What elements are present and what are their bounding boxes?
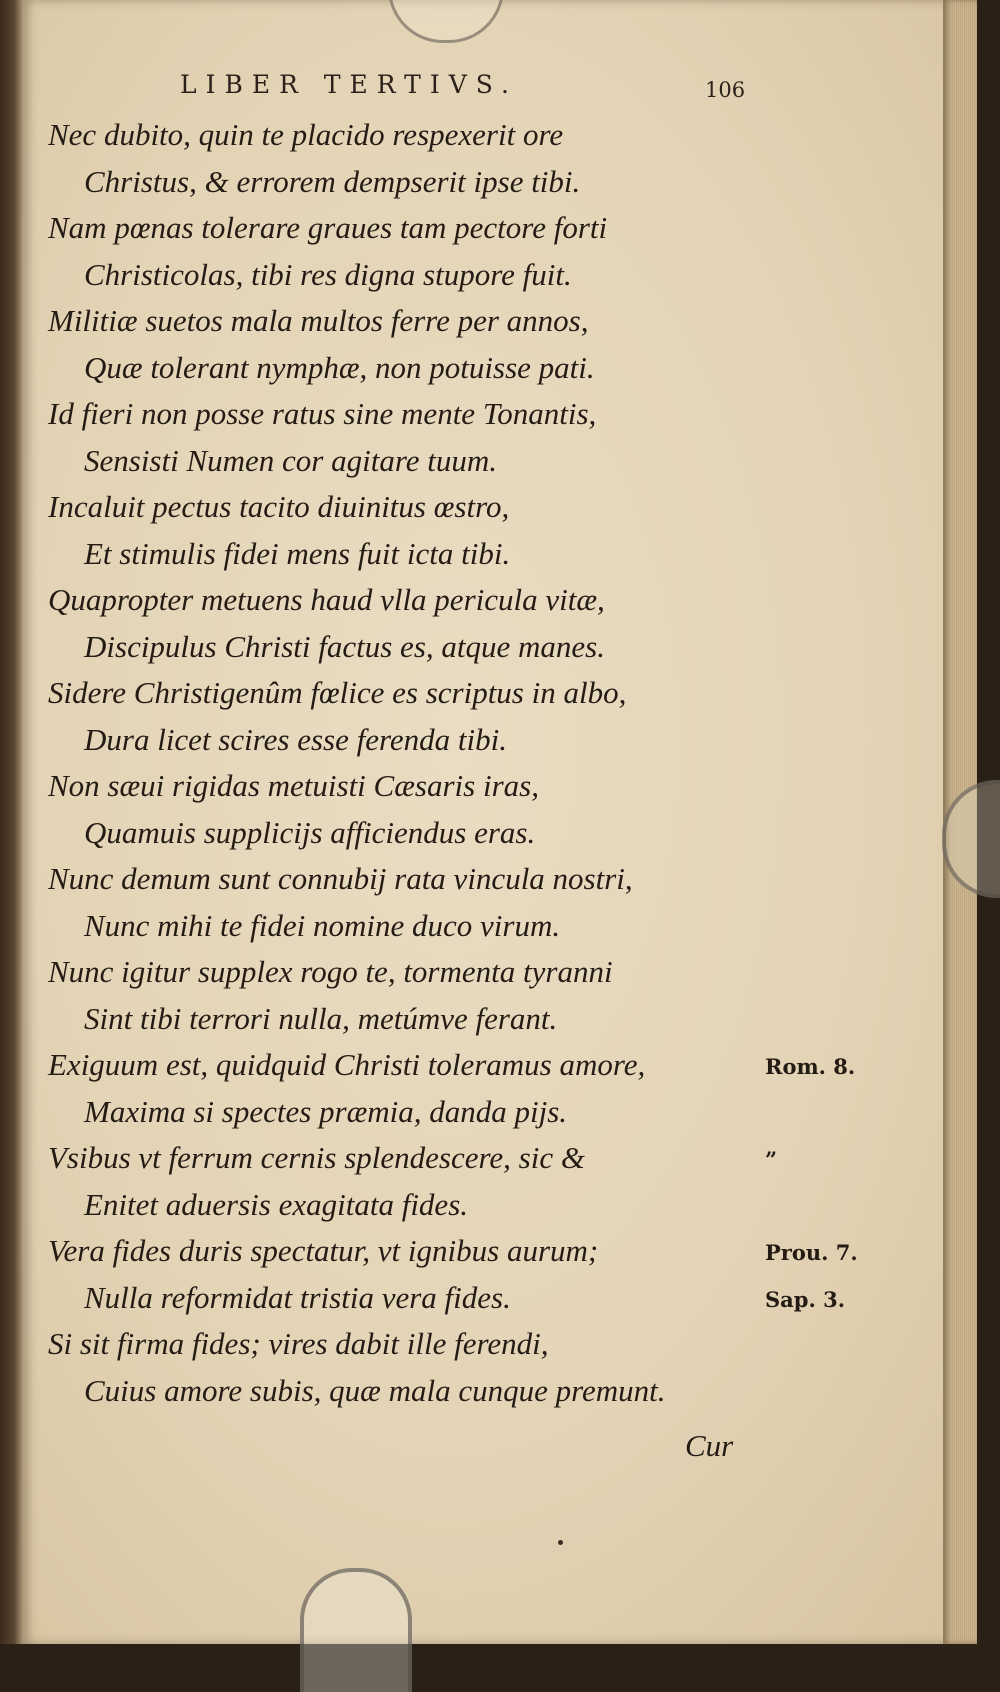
- ink-dot: [558, 1540, 563, 1545]
- verse-line: Discipulus Christi factus es, atque manes.: [84, 628, 605, 664]
- page-number: 106: [705, 78, 746, 102]
- verse-line: Quæ tolerant nymphæ, non potuisse pati.: [84, 349, 595, 385]
- verse-line: Non sæui rigidas metuisti Cæsaris iras,: [48, 768, 539, 803]
- verse-line: Nunc igitur supplex rogo te, tormenta tyranni: [48, 954, 613, 989]
- margin-note: Rom. 8.: [765, 1054, 856, 1079]
- margin-note: Prou. 7.: [765, 1240, 858, 1265]
- verse-line: Nunc mihi te fidei nomine duco virum.: [84, 907, 561, 943]
- catchword: Cur: [685, 1428, 734, 1463]
- verse-line: Exiguum est, quidquid Christi toleramus amore,: [48, 1047, 646, 1082]
- verse-line: Nunc demum sunt connubij rata vincula nostri,: [48, 861, 633, 896]
- verse-line: Et stimulis fidei mens fuit icta tibi.: [84, 535, 511, 571]
- verse-line: Enitet aduersis exagitata fides.: [84, 1186, 469, 1222]
- verse-line: Dura licet scires esse ferenda tibi.: [84, 721, 508, 757]
- verse-line: Si sit firma fides; vires dabit ille ferendi,: [48, 1326, 549, 1361]
- verse-line: Sensisti Numen cor agitare tuum.: [84, 442, 498, 478]
- verse-line: Id fieri non posse ratus sine mente Tonantis,: [48, 396, 597, 431]
- verse-line: Nam pœnas tolerare graues tam pectore forti: [48, 210, 608, 245]
- margin-note: Sap. 3.: [765, 1286, 846, 1312]
- verse-line: Quapropter metuens haud vlla pericula vitæ,: [48, 582, 605, 617]
- verse-line: Nec dubito, quin te placido respexerit ore: [48, 117, 564, 152]
- verse-line: Vsibus vt ferrum cernis splendescere, sic &: [48, 1140, 585, 1175]
- verse-line: Quamuis supplicijs afficiendus eras.: [84, 814, 536, 850]
- running-head: LIBER TERTIVS.: [180, 70, 518, 99]
- verse-line: Maxima si spectes præmia, danda pijs.: [84, 1093, 568, 1129]
- verse-line: Christicolas, tibi res digna stupore fuit.: [84, 256, 572, 292]
- verse-text: [48, 112, 788, 1414]
- verse-line: Nulla reformidat tristia vera fides.: [84, 1279, 511, 1315]
- page-clip-bottom: [300, 1568, 412, 1692]
- verse-line: Incaluit pectus tacito diuinitus œstro,: [48, 489, 510, 524]
- verse-line: Militiæ suetos mala multos ferre per annos,: [48, 303, 589, 338]
- margin-note: ”: [765, 1147, 778, 1172]
- verse-line: Cuius amore subis, quæ mala cunque premunt.: [84, 1372, 666, 1408]
- verse-line: Sint tibi terrori nulla, metúmve ferant.: [84, 1000, 558, 1036]
- verse-line: Sidere Christigenûm fœlice es scriptus in albo,: [48, 675, 627, 710]
- verse-line: Vera fides duris spectatur, vt ignibus aurum;: [48, 1233, 599, 1268]
- verse-line: Christus, & errorem dempserit ipse tibi.: [84, 163, 581, 199]
